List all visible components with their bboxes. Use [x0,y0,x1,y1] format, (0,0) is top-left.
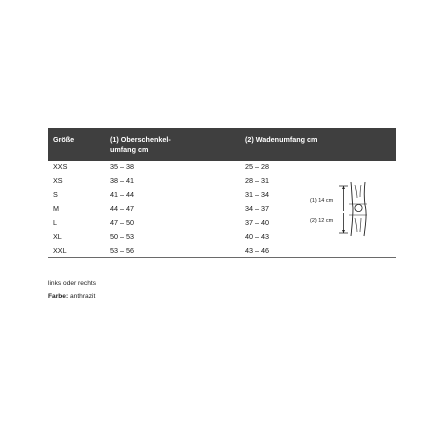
leg-right-outline [364,182,366,236]
cell-thigh: 53 – 56 [110,246,134,255]
cell-size: S [53,190,58,199]
cell-calf: 34 – 37 [245,204,269,213]
knee-measurement-diagram [300,178,380,238]
cell-calf: 37 – 40 [245,218,269,227]
color-value: anthrazit [70,293,96,300]
cell-size: XXS [53,162,68,171]
cell-thigh: 35 – 38 [110,162,134,171]
leg-left-outline [351,182,353,236]
header-calf: (2) Wadenumfang cm [245,135,318,144]
color-label: Farbe: [48,293,69,300]
cell-calf: 28 – 31 [245,176,269,185]
header-size: Größe [53,135,75,144]
cell-size: M [53,204,59,213]
header-thigh-line1: (1) Oberschenkel- [110,135,171,144]
diagram-label-thigh: (1) 14 cm [310,198,334,204]
kneecap-icon [355,204,362,211]
table-bottom-rule [48,257,396,258]
cell-calf: 43 – 46 [245,246,269,255]
cell-thigh: 44 – 47 [110,204,134,213]
cell-calf: 31 – 34 [245,190,269,199]
table-row [48,244,396,257]
thigh-bracket [339,186,348,211]
table-header [48,128,396,161]
header-thigh-line2: umfang cm [110,145,149,154]
color-note [48,293,95,300]
cell-size: XS [53,176,63,185]
cell-calf: 25 – 28 [245,162,269,171]
arrow-down-icon [342,230,345,233]
cell-size: XL [53,232,62,241]
diagram-label-calf: (2) 12 cm [310,218,334,224]
cell-thigh: 41 – 44 [110,190,134,199]
brace-straps-lower [355,218,361,232]
cell-thigh: 38 – 41 [110,176,134,185]
header-thigh [110,135,190,155]
arrow-up-icon [342,186,345,189]
cell-size: L [53,218,57,227]
cell-thigh: 47 – 50 [110,218,134,227]
cell-calf: 40 – 43 [245,232,269,241]
cell-size: XXL [53,246,67,255]
table-row [48,160,396,173]
brace-straps [355,185,361,198]
cell-thigh: 50 – 53 [110,232,134,241]
side-note: links oder rechts [48,280,97,287]
